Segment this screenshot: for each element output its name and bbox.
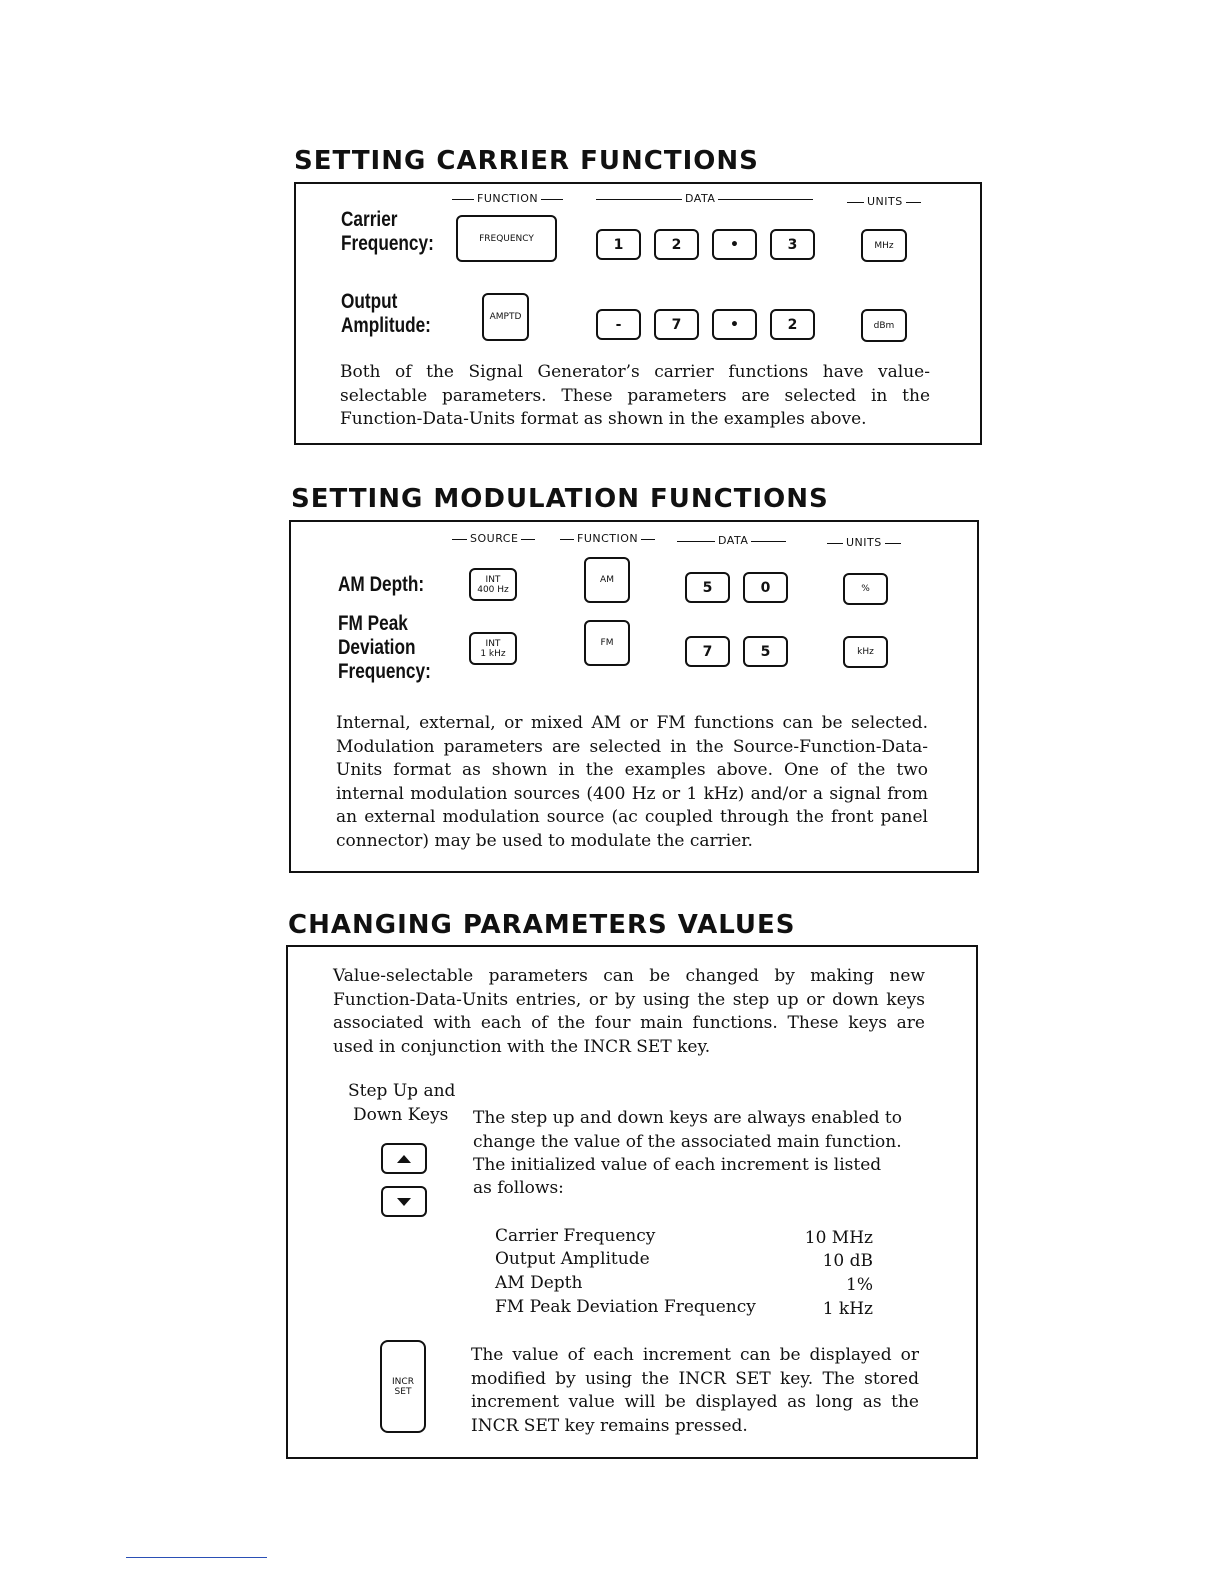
step-keys-label-line2: Down Keys [353, 1105, 449, 1125]
up-arrow-icon [397, 1155, 411, 1163]
data-key-2[interactable]: 2 [770, 309, 815, 340]
incr-set-key[interactable]: INCR SET [380, 1340, 426, 1433]
frequency-key[interactable]: FREQUENCY [456, 215, 557, 262]
decimal-point-key[interactable]: • [712, 229, 757, 260]
increment-name: FM Peak Deviation Frequency [495, 1297, 756, 1317]
am-depth-label: AM Depth: [338, 573, 425, 596]
carrier-description: Both of the Signal Generator’s carrier functions have value-selectable parameters. These parameters are selected in the Function-Data-Units format as shown in the examples above. [340, 362, 930, 429]
data-key-2[interactable]: 2 [654, 229, 699, 260]
percent-units-key[interactable]: % [843, 573, 888, 605]
carrier-data-header: DATA [596, 192, 813, 206]
increment-value: 1% [846, 1275, 873, 1295]
fm-peak-deviation-label: FM Peak Deviation Frequency: [338, 612, 431, 683]
decimal-point-key[interactable]: • [712, 309, 757, 340]
dbm-units-key[interactable]: dBm [861, 309, 907, 342]
increment-name: Carrier Frequency [495, 1226, 656, 1246]
carrier-frequency-label: Carrier Frequency: [341, 208, 434, 255]
data-key-7[interactable]: 7 [654, 309, 699, 340]
step-text-line4: as follows: [473, 1178, 564, 1198]
modulation-description: Internal, external, or mixed AM or FM functions can be selected. Modulation parameters are selected in the Source-Function-Data-Units format as shown in the examples above. One of the two internal modulation sources (400 Hz or 1 kHz) and/or a signal from an external modulation source (ac coupled through the front panel connector) may be used to modulate the carrier. [336, 713, 928, 851]
modulation-source-header: SOURCE [452, 532, 535, 546]
data-key-3[interactable]: 3 [770, 229, 815, 260]
modulation-units-header: UNITS [827, 536, 901, 550]
data-key-0[interactable]: 0 [743, 572, 788, 603]
carrier-section-title: SETTING CARRIER FUNCTIONS [294, 146, 759, 176]
step-down-key[interactable] [381, 1186, 427, 1217]
int-400hz-source-key[interactable]: INT 400 Hz [469, 568, 517, 601]
footer-rule [126, 1557, 267, 1558]
changing-intro: Value-selectable parameters can be changed by making new Function-Data-Units entries, or by using the step up or down keys associated with each of the four main functions. These keys are used in conjunction with the INCR SET key. [333, 966, 925, 1057]
increment-value: 10 dB [822, 1251, 873, 1271]
am-function-key[interactable]: AM [584, 557, 630, 603]
output-amplitude-label: Output Amplitude: [341, 290, 431, 337]
minus-key[interactable]: - [596, 309, 641, 340]
data-key-1[interactable]: 1 [596, 229, 641, 260]
step-text-line3: The initialized value of each increment is listed [473, 1155, 882, 1175]
data-key-5[interactable]: 5 [685, 572, 730, 603]
increment-name: Output Amplitude [495, 1249, 650, 1269]
increment-value: 1 kHz [822, 1299, 873, 1319]
increment-name: AM Depth [495, 1273, 583, 1293]
incr-set-description: The value of each increment can be displayed or modified by using the INCR SET key. The stored increment value will be displayed as long as the INCR SET key remains pressed. [471, 1345, 919, 1436]
changing-section-title: CHANGING PARAMETERS VALUES [288, 910, 796, 940]
down-arrow-icon [397, 1198, 411, 1206]
modulation-function-header: FUNCTION [560, 532, 655, 546]
modulation-section-title: SETTING MODULATION FUNCTIONS [291, 484, 829, 514]
data-key-5[interactable]: 5 [743, 636, 788, 667]
increment-value: 10 MHz [804, 1228, 873, 1248]
step-up-key[interactable] [381, 1143, 427, 1174]
carrier-function-header: FUNCTION [452, 192, 563, 206]
data-key-7[interactable]: 7 [685, 636, 730, 667]
khz-units-key[interactable]: kHz [843, 636, 888, 668]
mhz-units-key[interactable]: MHz [861, 229, 907, 262]
amptd-key[interactable]: AMPTD [482, 293, 529, 341]
carrier-units-header: UNITS [847, 195, 921, 209]
fm-function-key[interactable]: FM [584, 620, 630, 666]
step-keys-label-line1: Step Up and [348, 1081, 456, 1101]
step-text-line1: The step up and down keys are always enabled to [473, 1108, 902, 1128]
modulation-data-header: DATA [677, 534, 786, 548]
int-1khz-source-key[interactable]: INT 1 kHz [469, 632, 517, 665]
step-text-line2: change the value of the associated main function. [473, 1132, 902, 1152]
